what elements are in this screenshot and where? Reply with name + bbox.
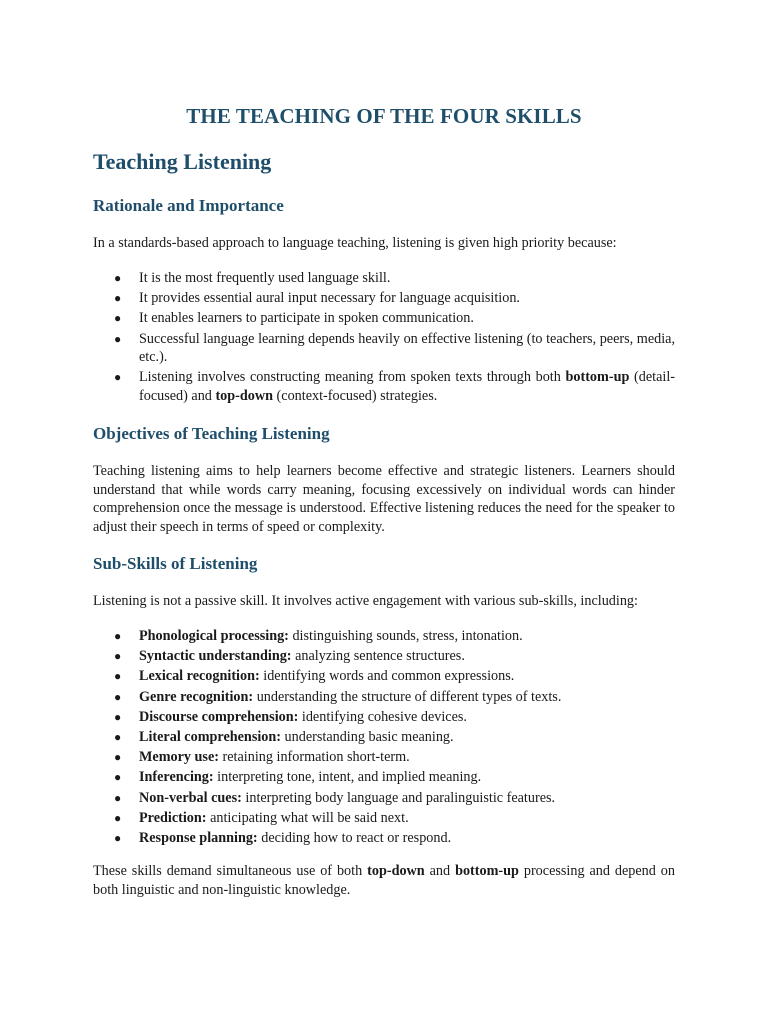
list-item: ● Prediction: anticipating what will be said next. (114, 809, 409, 826)
bullet-icon: ● (114, 370, 122, 385)
bullet-icon: ● (114, 770, 122, 785)
rationale-heading: Rationale and Importance (93, 196, 284, 215)
rationale-list (93, 269, 675, 407)
bullet-icon: ● (114, 750, 122, 765)
subskills-heading: Sub-Skills of Listening (93, 554, 258, 573)
bullet-icon: ● (114, 790, 122, 805)
bullet-icon: ● (114, 830, 122, 845)
list-item: ● It is the most frequently used language skill. (114, 270, 391, 286)
bullet-icon: ● (114, 291, 122, 306)
bullet-icon: ● (114, 311, 122, 326)
list-item: ● Lexical recognition: identifying words and common expressions. (114, 668, 515, 685)
list-item: ● Non-verbal cues: interpreting body language and paralinguistic features. (114, 789, 556, 806)
rationale-intro: In a standards-based approach to language teaching, listening is given high priority because: (93, 235, 617, 251)
subskills-closing: These skills demand simultaneous use of both top-down and bottom-up processing and depend on both linguistic and non-linguistic knowledge. (93, 863, 675, 898)
section-title: Teaching Listening (93, 149, 272, 174)
list-item: ● Successful language learning depends heavily on effective listening (to teachers, peers, media, etc.). (114, 330, 675, 366)
list-item: ● Inferencing: interpreting tone, intent, and implied meaning. (114, 769, 482, 786)
list-item: ● Discourse comprehension: identifying cohesive devices. (114, 708, 467, 725)
list-item: ● Response planning: deciding how to react or respond. (114, 829, 452, 846)
list-item: ● Listening involves constructing meaning from spoken texts through both bottom-up (detail-focused) and top-down (context-focused) strategies. (114, 369, 675, 404)
objectives-heading: Objectives of Teaching Listening (93, 424, 330, 443)
bullet-icon: ● (114, 271, 122, 285)
subskills-intro: Listening is not a passive skill. It involves active engagement with various sub-skills, including: (93, 593, 638, 609)
objectives-paragraph: Teaching listening aims to help learners become effective and strategic listeners. Learners should understand that while words carry meaning, focusing excessively on individual words can hinder comprehension once the message is understood. Effective listening reduces the need for the speaker to adjust their speech in terms of speed or complexity. (93, 463, 675, 535)
bullet-icon: ● (114, 689, 122, 704)
list-item: ● Literal comprehension: understanding basic meaning. (114, 728, 454, 745)
bullet-icon: ● (114, 729, 122, 744)
bullet-icon: ● (114, 810, 122, 825)
list-item: ● It provides essential aural input necessary for language acquisition. (114, 290, 520, 307)
bullet-icon: ● (114, 709, 122, 724)
list-item: ● It enables learners to participate in spoken communication. (114, 310, 474, 327)
list-item: ● Phonological processing: distinguishing sounds, stress, intonation. (114, 628, 523, 644)
bullet-icon: ● (114, 629, 122, 643)
bullet-icon: ● (114, 649, 122, 664)
list-item: ● Syntactic understanding: analyzing sentence structures. (114, 648, 465, 665)
document-title: THE TEACHING OF THE FOUR SKILLS (186, 104, 582, 128)
subskills-list (93, 627, 675, 849)
list-item: ● Memory use: retaining information short-term. (114, 749, 410, 766)
bullet-icon: ● (114, 331, 122, 346)
list-item: ● Genre recognition: understanding the structure of different types of texts. (114, 688, 562, 705)
bullet-icon: ● (114, 669, 122, 684)
